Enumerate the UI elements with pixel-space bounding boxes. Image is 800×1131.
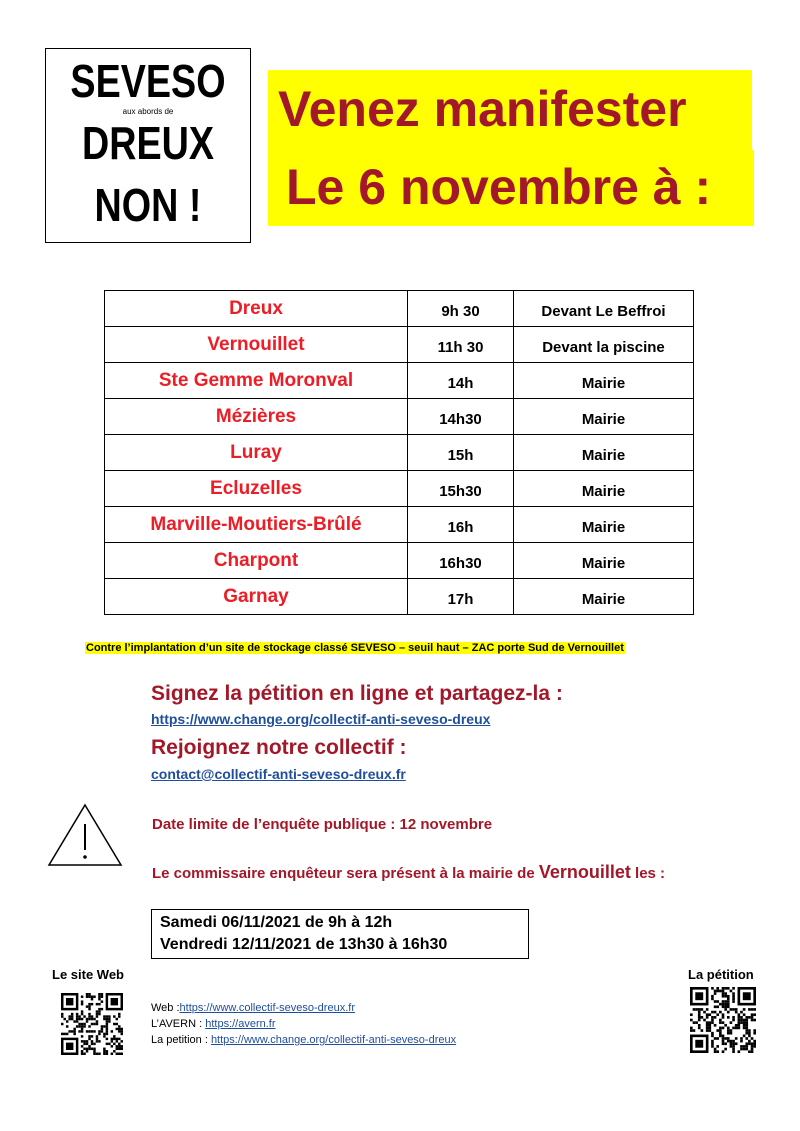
- commissaire-text: [152, 862, 665, 883]
- petition-label: La pétition: [688, 967, 754, 982]
- schedule-table: [104, 290, 694, 615]
- qr-code-icon[interactable]: [690, 987, 756, 1053]
- logo-line2: aux abords de: [122, 107, 174, 116]
- footer-web: [151, 1002, 355, 1014]
- schedule-time: 11h 30: [408, 327, 514, 363]
- deadline-text: Date limite de l’enquête publique : 12 novembre: [152, 816, 493, 833]
- schedule-row: [105, 507, 694, 543]
- schedule-town: Marville-Moutiers-Brûlé: [105, 507, 408, 543]
- footer-avern-label: L’AVERN :: [151, 1018, 206, 1030]
- footer-petition-label: La petition :: [151, 1034, 211, 1046]
- schedule-time: 9h 30: [408, 291, 514, 327]
- logo-line4: NON !: [94, 179, 202, 231]
- schedule-time: 17h: [408, 579, 514, 615]
- email-link[interactable]: contact@collectif-anti-seveso-dreux.fr: [151, 766, 406, 782]
- schedule-place: Mairie: [514, 471, 694, 507]
- schedule-row: [105, 399, 694, 435]
- schedule-place: Devant Le Beffroi: [514, 291, 694, 327]
- schedule-town: Mézières: [105, 399, 408, 435]
- qr-code-icon[interactable]: [61, 993, 123, 1055]
- schedule-row: [105, 363, 694, 399]
- warning-triangle-icon: [46, 802, 124, 868]
- contre-banner: Contre l’implantation d’un site de stockage classé SEVESO – seuil haut – ZAC porte Sud de Vernouillet: [86, 642, 624, 654]
- schedule-town: Dreux: [105, 291, 408, 327]
- commissaire-after: les :: [630, 865, 666, 882]
- commissaire-before: Le commissaire enquêteur sera présent à la mairie de: [152, 865, 539, 882]
- schedule-town: Ecluzelles: [105, 471, 408, 507]
- logo-line1: SEVESO: [70, 55, 226, 107]
- schedule-time: 15h30: [408, 471, 514, 507]
- schedule-place: Mairie: [514, 435, 694, 471]
- sign-petition-heading: Signez la pétition en ligne et partagez-la :: [151, 682, 563, 705]
- schedule-row: [105, 291, 694, 327]
- schedule-time: 15h: [408, 435, 514, 471]
- schedule-place: Mairie: [514, 507, 694, 543]
- schedule-town: Charpont: [105, 543, 408, 579]
- schedule-row: [105, 543, 694, 579]
- schedule-place: Mairie: [514, 399, 694, 435]
- seveso-logo: [45, 48, 251, 243]
- schedule-time: 16h: [408, 507, 514, 543]
- footer-petition-link[interactable]: https://www.change.org/collectif-anti-seveso-dreux: [210, 1034, 457, 1046]
- commissaire-town: Vernouillet: [538, 862, 631, 882]
- schedule-town: Ste Gemme Moronval: [105, 363, 408, 399]
- footer-web-label: Web :: [151, 1002, 180, 1014]
- schedule-place: Mairie: [514, 543, 694, 579]
- schedule-town: Luray: [105, 435, 408, 471]
- schedule-place: Devant la piscine: [514, 327, 694, 363]
- footer-avern: [151, 1018, 276, 1030]
- schedule-row: [105, 471, 694, 507]
- schedule-place: Mairie: [514, 579, 694, 615]
- footer-petition: [151, 1034, 456, 1046]
- headline-line1: Venez manifester: [268, 70, 752, 150]
- schedule-time: 14h: [408, 363, 514, 399]
- dates-line2: Vendredi 12/11/2021 de 13h30 à 16h30: [160, 936, 448, 953]
- schedule-time: 14h30: [408, 399, 514, 435]
- schedule-row: [105, 327, 694, 363]
- schedule-town: Garnay: [105, 579, 408, 615]
- schedule-town: Vernouillet: [105, 327, 408, 363]
- schedule-place: Mairie: [514, 363, 694, 399]
- dates-box: [151, 909, 529, 959]
- schedule-row: [105, 435, 694, 471]
- schedule-row: [105, 579, 694, 615]
- join-heading: Rejoignez notre collectif :: [151, 736, 407, 759]
- site-web-label: Le site Web: [52, 967, 125, 982]
- petition-link[interactable]: https://www.change.org/collectif-anti-seveso-dreux: [151, 711, 491, 727]
- dates-line1: Samedi 06/11/2021 de 9h à 12h: [160, 914, 393, 931]
- footer-avern-link[interactable]: https://avern.fr: [205, 1018, 276, 1030]
- headline-line2: Le 6 novembre à :: [268, 150, 754, 226]
- logo-line3: DREUX: [81, 117, 215, 169]
- schedule-time: 16h30: [408, 543, 514, 579]
- footer-web-link[interactable]: https://www.collectif-seveso-dreux.fr: [179, 1002, 355, 1014]
